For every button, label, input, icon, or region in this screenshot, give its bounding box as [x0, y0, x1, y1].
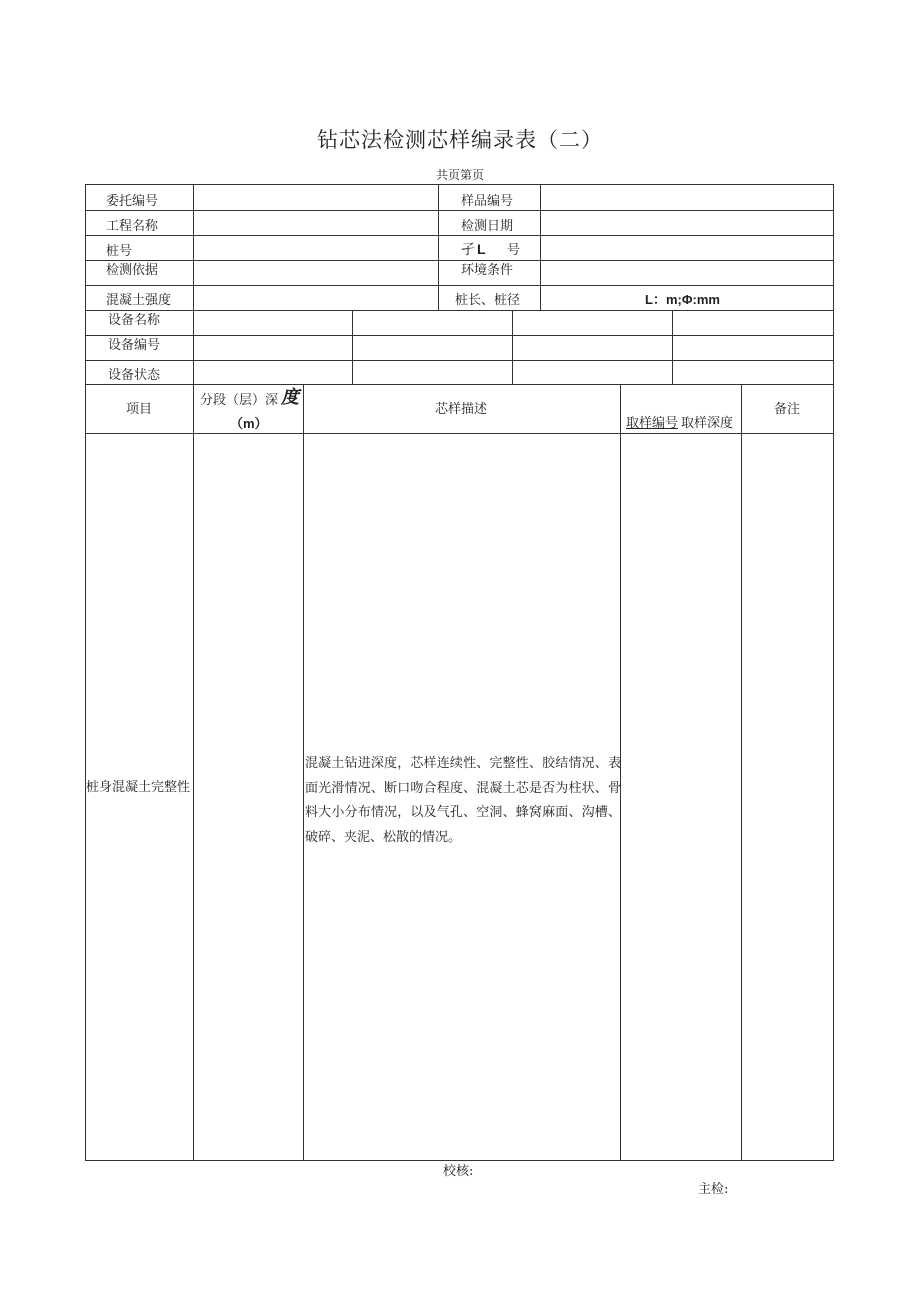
header-item: 项目 [126, 402, 153, 417]
label-pile-no: 桩号 [106, 244, 133, 259]
table-line [438, 184, 439, 310]
table-line [85, 210, 834, 211]
table-line [85, 360, 834, 361]
table-line [85, 285, 834, 286]
label-test-basis: 检测依据 [106, 263, 159, 278]
page-info: 共页第页 [435, 168, 484, 182]
table-line [85, 384, 834, 385]
pile-length-dia-value: L：m;Φ:mm [645, 292, 720, 307]
table-line [540, 184, 541, 310]
label-equipment-name: 设备名称 [108, 313, 161, 328]
header-depth-b: 度 [281, 387, 299, 408]
footer-checker: 校核: [443, 1164, 474, 1179]
table-line [85, 310, 834, 311]
label-pile-length-dia: 桩长、桩径 [455, 293, 521, 308]
label-test-date: 检测日期 [461, 219, 514, 234]
record-item-name: 桩身混凝土完整性 [86, 780, 191, 795]
label-env-conditions: 环境条件 [461, 263, 514, 278]
label-sample-no: 样品编号 [461, 194, 514, 209]
table-line [85, 260, 834, 261]
label-project-name: 工程名称 [106, 219, 159, 234]
table-line [833, 184, 834, 1161]
table-line [303, 384, 304, 1161]
table-line [672, 310, 673, 384]
header-sample-no: 取样编号 [626, 416, 679, 431]
table-line [512, 310, 513, 384]
table-line [85, 433, 834, 434]
table-line [85, 335, 834, 336]
header-depth-a: 分段（层）深 [200, 393, 279, 408]
table-line [85, 235, 834, 236]
table-line [193, 184, 194, 1161]
label-hole-b: L [477, 241, 486, 257]
label-equipment-status: 设备状态 [108, 368, 161, 383]
footer-inspector: 主检: [698, 1182, 729, 1197]
table-line [352, 310, 353, 384]
record-description: 混凝土钻进深度，芯样连续性、完整性、胶结情况、表面光滑情况、断口吻合程度、混凝土芯是否为柱状、骨料大小分布情况，以及气孔、空洞、蜂窝麻面、沟槽、破碎、夹泥、松散的情况。 [305, 756, 621, 845]
header-remark: 备注 [774, 402, 801, 417]
header-description: 芯样描述 [435, 402, 488, 417]
label-hole-c: 号 [507, 243, 521, 258]
label-commission-no: 委托编号 [106, 194, 159, 209]
label-concrete-strength: 混凝土强度 [106, 293, 172, 308]
label-hole-a: 孑 [461, 242, 475, 258]
header-sample-depth: 取样深度 [681, 416, 734, 431]
form-title: 钻芯法检测芯样编录表（二） [317, 128, 603, 152]
table-line [85, 184, 86, 1161]
header-depth-unit: （m） [230, 416, 268, 431]
label-equipment-no: 设备编号 [108, 338, 161, 353]
table-line [85, 184, 834, 185]
table-line [85, 1160, 834, 1161]
table-line [741, 384, 742, 1161]
